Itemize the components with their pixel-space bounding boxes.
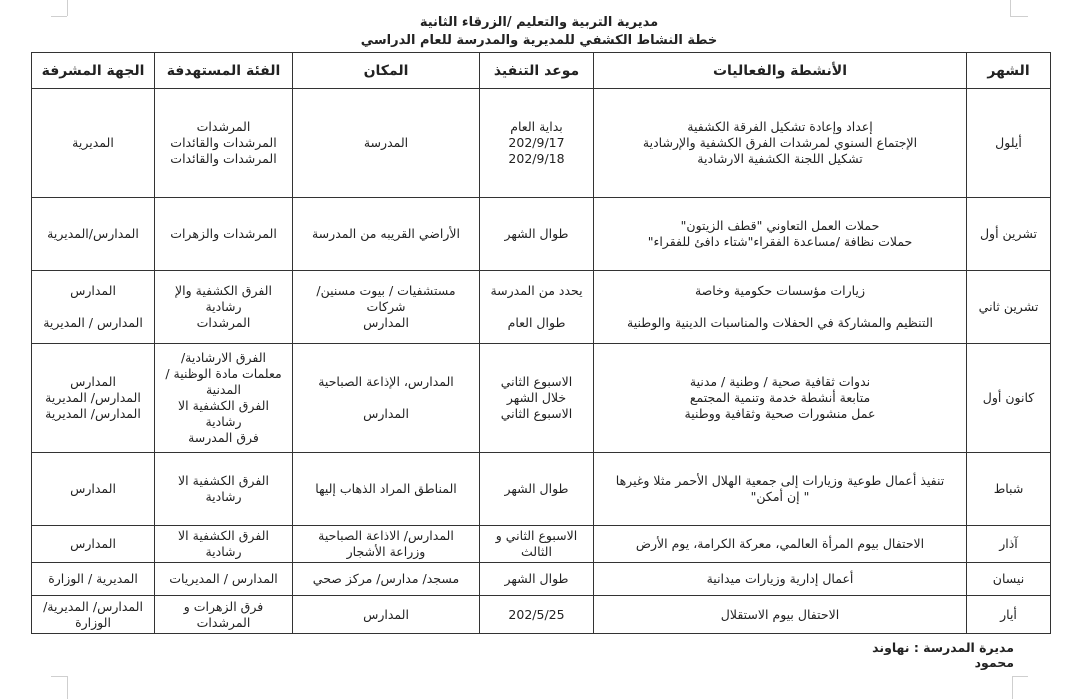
cell-line: معلمات مادة الوظنية /: [165, 366, 282, 381]
cell-line: الاحتفال بيوم المرأة العالمي، معركة الكرامة، يوم الأرض: [635, 536, 925, 551]
cell-line: الفرق الكشفية الا: [178, 528, 269, 543]
activities-cell: [594, 453, 967, 526]
cell-line: 202/9/18: [508, 151, 565, 166]
table-row: [32, 89, 1051, 198]
date-cell: [480, 198, 594, 271]
cell-line: الاحتفال بيوم الاستقلال: [720, 606, 840, 622]
target-cell: [155, 453, 293, 526]
table-row: [32, 526, 1051, 563]
table-row: [32, 344, 1051, 453]
supervisor-cell: [32, 563, 155, 596]
cell-line: المرشدات: [196, 315, 251, 330]
cell-line: التنظيم والمشاركة في الحفلات والمناسبات الدينية والوطنية: [627, 315, 933, 330]
month-cell: أيار: [967, 596, 1051, 634]
cell-line: الإجتماع السنوي لمرشدات الفرق الكشفية والإرشادية: [642, 135, 918, 150]
crop-mark: [1012, 676, 1013, 699]
cell-line: المدارس/ الاذاعة الصباحية: [318, 528, 454, 543]
cell-line: فرق المدرسة: [188, 430, 259, 445]
cell-line: حملات نظافة /مساعدة الفقراء"شتاء دافئ للفقراء": [647, 234, 913, 249]
month-cell: آذار: [967, 526, 1051, 563]
activities-cell: [594, 596, 967, 634]
cell-line: المرشدات والقائدات: [170, 135, 277, 150]
date-cell: [480, 344, 594, 453]
cell-line: ندوات ثقافية صحية / وطنية / مدنية: [689, 374, 871, 389]
cell-line: تنفيذ أعمال طوعية وزيارات إلى جمعية الهلال الأحمر مثلا وغيرها: [615, 473, 945, 488]
supervisor-cell: [32, 596, 155, 634]
target-cell: [155, 271, 293, 344]
table-header-row: [32, 53, 1051, 89]
crop-mark: [51, 676, 67, 677]
cell-line: فرق الزهرات و: [183, 598, 264, 614]
place-cell: [293, 271, 480, 344]
cell-line: المديرية / الوزارة: [48, 571, 138, 586]
cell-line: الفرق الارشادية/: [180, 350, 267, 365]
month-cell: أيلول: [967, 89, 1051, 198]
table-row: [32, 271, 1051, 344]
activities-cell: [594, 198, 967, 271]
date-cell: [480, 89, 594, 198]
cell-line: تشكيل اللجنة الكشفية الارشادية: [697, 151, 863, 166]
activities-cell: [594, 271, 967, 344]
cell-line: الاسبوع الثاني: [500, 374, 573, 389]
cell-line: الفرق الكشفية والإ رشادية: [175, 283, 272, 314]
date-cell: [480, 526, 594, 563]
cell-line: المرشدات: [196, 614, 251, 630]
target-cell: [155, 89, 293, 198]
place-cell: [293, 526, 480, 563]
place-cell: [293, 596, 480, 634]
target-cell: [155, 563, 293, 596]
cell-line: المدارس/ المديرية: [45, 390, 141, 405]
cell-line: بداية العام: [510, 119, 563, 134]
cell-line: إعداد وإعادة تشكيل الفرقة الكشفية: [687, 119, 873, 134]
cell-line: " إن أمكن": [750, 489, 810, 504]
cell-line: حملات العمل التعاوني "قطف الزيتون": [680, 218, 880, 233]
cell-line: المدارس: [363, 406, 409, 421]
cell-line: عمل منشورات صحية وثقافية ووطنية: [684, 406, 876, 421]
date-cell: [480, 453, 594, 526]
cell-line: المرشدات والقائدات: [170, 151, 277, 166]
supervisor-cell: [32, 89, 155, 198]
cell-line: يحدد من المدرسة: [490, 283, 583, 298]
activities-cell: [594, 563, 967, 596]
column-header-place: المكان: [293, 53, 480, 89]
place-cell: [293, 453, 480, 526]
table-row: [32, 453, 1051, 526]
cell-line: رشادية: [205, 414, 242, 429]
cell-line: الثالث: [521, 544, 552, 559]
cell-line: الأراضي القريبه من المدرسة: [311, 226, 460, 241]
table-row: [32, 596, 1051, 634]
cell-line: رشادية: [205, 544, 242, 559]
cell-line: طوال العام: [507, 315, 566, 330]
cell-line: وزراعة الأشجار: [346, 544, 426, 559]
date-cell: [480, 596, 594, 634]
cell-line: رشادية: [205, 489, 242, 504]
cell-line: الاسبوع الثاني و: [495, 528, 578, 543]
table-row: [32, 563, 1051, 596]
cell-line: المدارس / المديريات: [169, 571, 278, 586]
principal-signature: مديرة المدرسة : نهاوند محمود: [872, 640, 1014, 670]
supervisor-cell: [32, 198, 155, 271]
activities-cell: [594, 89, 967, 198]
cell-line: مستشفيات / بيوت مسنين/ شركات: [316, 283, 456, 314]
activities-cell: [594, 526, 967, 563]
cell-line: المدنية: [205, 382, 242, 397]
date-cell: [480, 563, 594, 596]
cell-line: 202/5/25: [508, 606, 565, 622]
cell-line: المدارس/ المديرية: [45, 406, 141, 421]
cell-line: 202/9/17: [508, 135, 565, 150]
date-cell: [480, 271, 594, 344]
column-header-date: موعد التنفيذ: [480, 53, 594, 89]
activities-cell: [594, 344, 967, 453]
supervisor-cell: [32, 526, 155, 563]
place-cell: [293, 563, 480, 596]
cell-line: الفرق الكشفية الا: [178, 473, 269, 488]
supervisor-cell: [32, 344, 155, 453]
cell-line: الوزارة: [75, 614, 111, 630]
column-header-supervisor: الجهة المشرفة: [32, 53, 155, 89]
month-cell: شباط: [967, 453, 1051, 526]
column-header-activities: الأنشطة والفعاليات: [594, 53, 967, 89]
place-cell: [293, 344, 480, 453]
column-header-target: الفئة المستهدفة: [155, 53, 293, 89]
document-header: [0, 14, 1078, 50]
plan-title: خطة النشاط الكشفي للمديرية والمدرسة للعام الدراسي: [360, 33, 718, 48]
place-cell: [293, 198, 480, 271]
column-header-month: الشهر: [967, 53, 1051, 89]
month-cell: نيسان: [967, 563, 1051, 596]
cell-line: طوال الشهر: [504, 481, 569, 496]
cell-line: المدرسة: [363, 135, 409, 150]
cell-line: المدارس: [70, 536, 116, 551]
cell-line: المديرية: [72, 135, 114, 150]
cell-line: المدارس: [363, 606, 409, 622]
crop-mark: [1012, 676, 1028, 677]
cell-line: المدارس: [70, 374, 116, 389]
month-cell: تشرين أول: [967, 198, 1051, 271]
cell-line: متابعة أنشطة خدمة وتنمية المجتمع: [689, 390, 871, 405]
cell-line: زيارات مؤسسات حكومية وخاصة: [694, 283, 866, 298]
cell-line: المدارس: [70, 481, 116, 496]
cell-line: المرشدات والزهرات: [170, 226, 277, 241]
cell-line: المناطق المراد الذهاب إليها: [315, 481, 457, 496]
target-cell: [155, 596, 293, 634]
supervisor-cell: [32, 453, 155, 526]
cell-line: أعمال إدارية وزيارات ميدانية: [706, 571, 854, 586]
table-row: [32, 198, 1051, 271]
month-cell: كانون أول: [967, 344, 1051, 453]
target-cell: [155, 198, 293, 271]
month-cell: تشرين ثاني: [967, 271, 1051, 344]
cell-line: الفرق الكشفية الا: [178, 398, 269, 413]
cell-line: الاسبوع الثاني: [500, 406, 573, 421]
cell-line: المدارس / المديرية: [43, 315, 143, 330]
cell-line: المدارس: [363, 315, 409, 330]
supervisor-cell: [32, 271, 155, 344]
cell-line: المدارس/ المديرية/: [43, 598, 143, 614]
place-cell: [293, 89, 480, 198]
target-cell: [155, 526, 293, 563]
cell-line: المرشدات: [196, 119, 251, 134]
cell-line: المدارس/المديرية: [47, 226, 139, 241]
crop-mark: [67, 676, 68, 699]
cell-line: المدارس، الإذاعة الصباحية: [318, 374, 454, 389]
cell-line: طوال الشهر: [504, 226, 569, 241]
target-cell: [155, 344, 293, 453]
directorate-title: مديرية التربية والتعليم /الزرقاء الثانية: [419, 15, 659, 30]
activity-plan-table: [31, 52, 1051, 634]
cell-line: مسجد/ مدارس/ مركز صحي: [312, 571, 460, 586]
cell-line: طوال الشهر: [504, 571, 569, 586]
cell-line: خلال الشهر: [506, 390, 567, 405]
cell-line: المدارس: [70, 283, 116, 298]
